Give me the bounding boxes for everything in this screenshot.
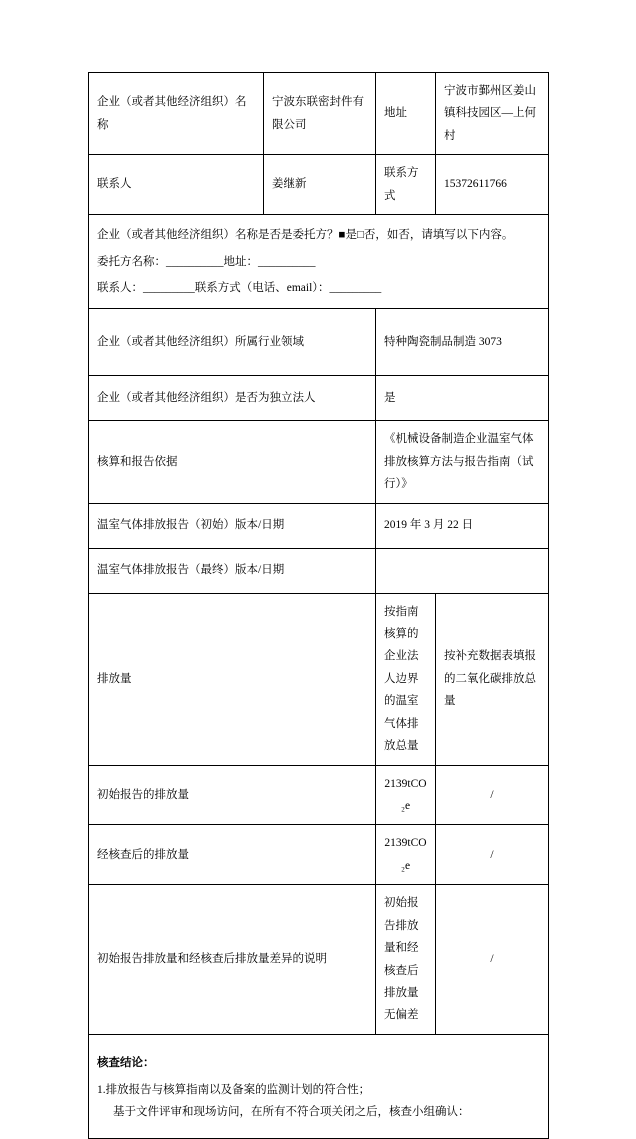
emission-column-2-header: 按补充数据表填报的二氧化碳排放总量 — [436, 593, 549, 765]
final-report-label: 温室气体排放报告（最终）版本/日期 — [89, 548, 376, 593]
industry-label: 企业（或者其他经济组织）所属行业领域 — [89, 309, 376, 376]
conclusion-title: 核查结论： — [97, 1057, 155, 1070]
table-row — [89, 155, 549, 215]
company-name-label: 企业（或者其他经济组织）名称 — [89, 73, 264, 155]
conclusion-item-2: 基于文件评审和现场访问，在所有不符合项关闭之后，核查小组确认： — [113, 1106, 470, 1119]
initial-emission-label: 初始报告的排放量 — [89, 765, 376, 825]
phone-value: 15372611766 — [436, 155, 549, 215]
legal-person-label: 企业（或者其他经济组织）是否为独立法人 — [89, 376, 376, 421]
table-row — [89, 885, 549, 1035]
conclusion-block — [89, 1034, 549, 1138]
verified-emission-value-1: 2139tCO₂e — [376, 825, 436, 885]
table-row — [89, 215, 549, 309]
basis-label: 核算和报告依据 — [89, 421, 376, 503]
address-label: 地址 — [376, 73, 436, 155]
emission-column-1-header: 按指南核算的企业法人边界的温室气体排放总量 — [376, 593, 436, 765]
final-report-value — [376, 548, 549, 593]
initial-emission-value-2: / — [436, 765, 549, 825]
contact-value: 姜继新 — [264, 155, 376, 215]
verification-form-table — [88, 72, 549, 1139]
table-row — [89, 825, 549, 885]
difference-label: 初始报告排放量和经核查后排放量差异的说明 — [89, 885, 376, 1035]
entrust-party-line: 委托方名称：__________地址：__________ — [97, 255, 316, 268]
phone-label: 联系方式 — [376, 155, 436, 215]
entrust-contact-line: 联系人：_________联系方式（电话、email）：_________ — [97, 281, 382, 294]
verified-emission-label: 经核查后的排放量 — [89, 825, 376, 885]
table-row — [89, 593, 549, 765]
initial-emission-value-1: 2139tCO₂e — [376, 765, 436, 825]
table-row — [89, 376, 549, 421]
legal-person-value: 是 — [376, 376, 549, 421]
industry-value: 特种陶瓷制品制造 3073 — [376, 309, 549, 376]
company-name-value: 宁波东联密封件有限公司 — [264, 73, 376, 155]
contact-label: 联系人 — [89, 155, 264, 215]
table-row — [89, 309, 549, 376]
entrust-block — [89, 215, 549, 309]
verified-emission-value-2: / — [436, 825, 549, 885]
table-row — [89, 503, 549, 548]
table-row — [89, 421, 549, 503]
address-value: 宁波市鄞州区姜山镇科技园区—上何村 — [436, 73, 549, 155]
conclusion-item-1: 1.排放报告与核算指南以及备案的监测计划的符合性； — [97, 1083, 371, 1096]
entrust-question: 企业（或者其他经济组织）名称是否是委托方？■是□否，如否，请填写以下内容。 — [97, 229, 514, 242]
basis-value: 《机械设备制造企业温室气体排放核算方法与报告指南（试行）》 — [376, 421, 549, 503]
difference-value-1: 初始报告排放量和经核查后排放量无偏差 — [376, 885, 436, 1035]
table-row — [89, 73, 549, 155]
table-row — [89, 765, 549, 825]
difference-value-2: / — [436, 885, 549, 1035]
emission-label: 排放量 — [89, 593, 376, 765]
table-row — [89, 1034, 549, 1138]
table-row — [89, 548, 549, 593]
initial-report-value: 2019 年 3 月 22 日 — [376, 503, 549, 548]
initial-report-label: 温室气体排放报告（初始）版本/日期 — [89, 503, 376, 548]
